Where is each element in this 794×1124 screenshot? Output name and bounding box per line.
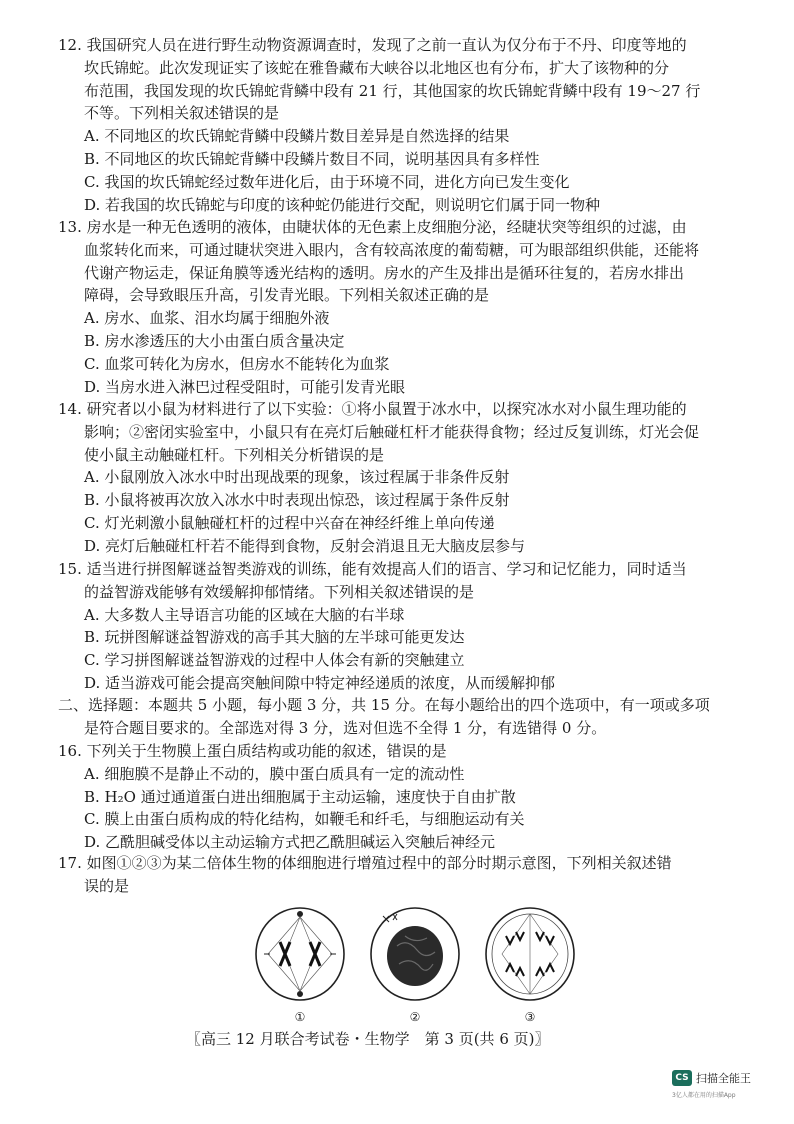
question-13-line: 代谢产物运走，保证角膜等透光结构的透明。房水的产生及排出是循环往复的，若房水排出 (84, 263, 685, 282)
question-14-option-a: A. 小鼠刚放入冰水中时出现战栗的现象，该过程属于非条件反射 (84, 468, 510, 487)
question-16-option-c: C. 膜上由蛋白质构成的特化结构，如鞭毛和纤毛，与细胞运动有关 (84, 810, 525, 829)
question-14-line: 14. 研究者以小鼠为材料进行了以下实验：①将小鼠置于冰水中，以探究冰水对小鼠生理功能的 (58, 400, 687, 418)
question-16-option-a: A. 细胞膜不是静止不动的，膜中蛋白质具有一定的流动性 (84, 764, 465, 783)
question-16-line: 16. 下列关于生物膜上蛋白质结构或功能的叙述，错误的是 (58, 742, 447, 760)
question-16-option-b: B. H₂O 通过通道蛋白进出细胞属于主动运输，速度快于自由扩散 (84, 787, 516, 806)
question-13-line: 13. 房水是一种无色透明的液体，由睫状体的无色素上皮细胞分泌，经睫状突等组织的过滤，由 (58, 218, 687, 236)
scanner-app-name: 扫描全能王 (696, 1072, 751, 1085)
cell-division-figures (250, 902, 580, 1022)
section-2-line: 是符合题目要求的。全部选对得 3 分，选对但选不全得 1 分，有选错得 0 分。 (84, 718, 607, 737)
question-12-option-b: B. 不同地区的坎氏锦蛇背鳞中段鳞片数目不同，说明基因具有多样性 (84, 149, 540, 168)
section-2-line: 二、选择题：本题共 5 小题，每小题 3 分，共 15 分。在每小题给出的四个选项中，有一项或多项 (58, 696, 710, 714)
question-12-line: 布范围，我国发现的坎氏锦蛇背鳞中段有 21 行，其他国家的坎氏锦蛇背鳞中段有 19～27 行 (84, 81, 701, 100)
question-14-option-b: B. 小鼠将被再次放入冰水中时表现出惊恐，该过程属于条件反射 (84, 491, 510, 510)
question-13-option-b: B. 房水渗透压的大小由蛋白质含量决定 (84, 331, 345, 350)
question-12 (58, 34, 744, 216)
scanner-watermark (672, 1070, 751, 1086)
question-13-option-c: C. 血浆可转化为房水，但房水不能转化为血浆 (84, 354, 390, 373)
section-2-instructions (58, 694, 744, 740)
page-footer: 〖高三 12 月联合考试卷・生物学 第 3 页(共 6 页)〗 (186, 1030, 550, 1048)
question-14-option-d: D. 亮灯后触碰杠杆若不能得到食物，反射会消退且无大脑皮层参与 (84, 536, 526, 555)
cell-figure-1 (250, 902, 350, 1006)
question-13-line: 障碍，会导致眼压升高，引发青光眼。下列相关叙述正确的是 (84, 286, 490, 305)
question-12-line: 12. 我国研究人员在进行野生动物资源调查时，发现了之前一直认为仅分布于不丹、印度等地的 (58, 36, 687, 54)
figure-3-label: ③ (524, 1010, 536, 1024)
figure-1-label: ① (294, 1010, 306, 1024)
question-14-option-c: C. 灯光刺激小鼠触碰杠杆的过程中兴奋在神经纤维上单向传递 (84, 513, 495, 532)
question-17-line: 17. 如图①②③为某二倍体生物的体细胞进行增殖过程中的部分时期示意图，下列相关叙述错 (58, 854, 672, 872)
question-15 (58, 558, 744, 695)
question-15-option-c: C. 学习拼图解谜益智游戏的过程中人体会有新的突触建立 (84, 651, 465, 670)
question-12-option-a: A. 不同地区的坎氏锦蛇背鳞中段鳞片数目差异是自然选择的结果 (84, 127, 510, 146)
cell-figure-2 (365, 902, 465, 1006)
question-14-line: 影响；②密闭实验室中，小鼠只有在亮灯后触碰杠杆才能获得食物；经过反复训练，灯光会促 (84, 422, 700, 441)
cs-logo-icon: CS (672, 1070, 692, 1086)
question-13 (58, 216, 744, 398)
scanner-tagline: 3亿人都在用的扫描App (672, 1092, 736, 1099)
question-12-option-c: C. 我国的坎氏锦蛇经过数年进化后，由于环境不同，进化方向已发生变化 (84, 172, 570, 191)
question-15-option-b: B. 玩拼图解谜益智游戏的高手其大脑的左半球可能更发达 (84, 628, 465, 647)
question-14-line: 使小鼠主动触碰杠杆。下列相关分析错误的是 (84, 445, 385, 464)
question-15-option-d: D. 适当游戏可能会提高突触间隙中特定神经递质的浓度，从而缓解抑郁 (84, 673, 556, 692)
question-15-line: 15. 适当进行拼图解谜益智类游戏的训练，能有效提高人们的语言、学习和记忆能力，同时适当 (58, 560, 687, 578)
figure-2-label: ② (409, 1010, 421, 1024)
question-12-option-d: D. 若我国的坎氏锦蛇与印度的该种蛇仍能进行交配，则说明它们属于同一物种 (84, 195, 601, 214)
question-14 (58, 398, 744, 558)
cell-figure-3 (480, 902, 580, 1006)
question-15-line: 的益智游戏能够有效缓解抑郁情绪。下列相关叙述错误的是 (84, 582, 475, 601)
question-17 (58, 852, 744, 898)
question-15-option-a: A. 大多数人主导语言功能的区域在大脑的右半球 (84, 605, 405, 624)
question-13-option-d: D. 当房水进入淋巴过程受阻时，可能引发青光眼 (84, 377, 406, 396)
question-13-option-a: A. 房水、血浆、泪水均属于细胞外液 (84, 309, 330, 328)
question-12-line: 坎氏锦蛇。此次发现证实了该蛇在雅鲁藏布大峡谷以北地区也有分布，扩大了该物种的分 (84, 58, 670, 77)
question-13-line: 血浆转化而来，可通过睫状突进入眼内，含有较高浓度的葡萄糖，可为眼部组织供能，还能将 (84, 240, 700, 259)
question-12-line: 不等。下列相关叙述错误的是 (84, 104, 280, 123)
question-16-option-d: D. 乙酰胆碱受体以主动运输方式把乙酰胆碱运入突触后神经元 (84, 833, 496, 852)
question-16 (58, 740, 744, 854)
question-17-line: 误的是 (84, 876, 130, 895)
